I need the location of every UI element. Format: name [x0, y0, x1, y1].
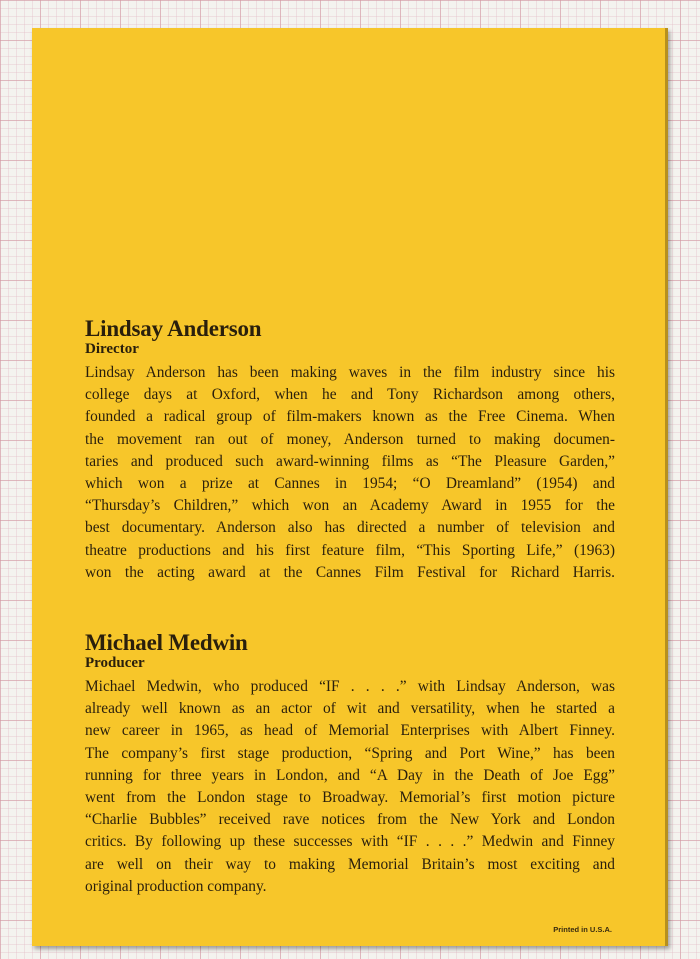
bio-line: Lindsay Anderson has been making waves in the film industry since his [85, 364, 615, 381]
bio-line: are well on their way to making Memorial Britain’s most exciting and [85, 855, 615, 873]
bio-line: The company’s first stage production, “Spring and Port Wine,” has been [85, 744, 615, 762]
bio-line: Michael Medwin, who produced “IF . . . .” with Lindsay Anderson, was [85, 678, 615, 695]
card-edge [665, 28, 668, 946]
producer-section [85, 630, 615, 898]
bio-line: theatre productions and his first feature film, “This Sporting Life,” (1963) [85, 541, 615, 559]
director-section [85, 316, 615, 584]
bio-line: “Charlie Bubbles” received rave notices from the New York and London [85, 811, 615, 829]
bio-line: already well known as an actor of wit and versatility, when he started a [85, 700, 615, 718]
bio-line: best documentary. Anderson also has directed a number of television and [85, 519, 615, 537]
director-name: Lindsay Anderson [85, 316, 262, 341]
bio-line: critics. By following up these successes with “IF . . . .” Medwin and Finney [85, 833, 615, 851]
director-role: Director [85, 341, 139, 357]
bio-line: founded a radical group of film-makers known as the Free Cinema. When [85, 408, 615, 426]
director-bio [85, 362, 615, 584]
producer-bio [85, 676, 615, 898]
bio-line: new career in 1965, as head of Memorial Enterprises with Albert Finney. [85, 722, 615, 740]
producer-role: Producer [85, 655, 145, 671]
bio-line: went from the London stage to Broadway. Memorial’s first motion picture [85, 789, 615, 807]
bio-line: “Thursday’s Children,” which won an Academy Award in 1955 for the [85, 497, 615, 515]
bio-line: taries and produced such award-winning films as “The Pleasure Garden,” [85, 452, 615, 470]
bio-line: won the acting award at the Cannes Film Festival for Richard Harris. [85, 563, 615, 581]
yellow-card [32, 28, 668, 946]
bio-line: original production company. [85, 877, 267, 895]
bio-line: the movement ran out of money, Anderson turned to making documen- [85, 430, 615, 448]
bio-line: which won a prize at Cannes in 1954; “O Dreamland” (1954) and [85, 475, 615, 493]
bio-line: college days at Oxford, when he and Tony Richardson among others, [85, 386, 615, 404]
bio-line: running for three years in London, and “A Day in the Death of Joe Egg” [85, 766, 615, 784]
printed-in-usa: Printed in U.S.A. [553, 925, 612, 934]
producer-name: Michael Medwin [85, 630, 248, 655]
